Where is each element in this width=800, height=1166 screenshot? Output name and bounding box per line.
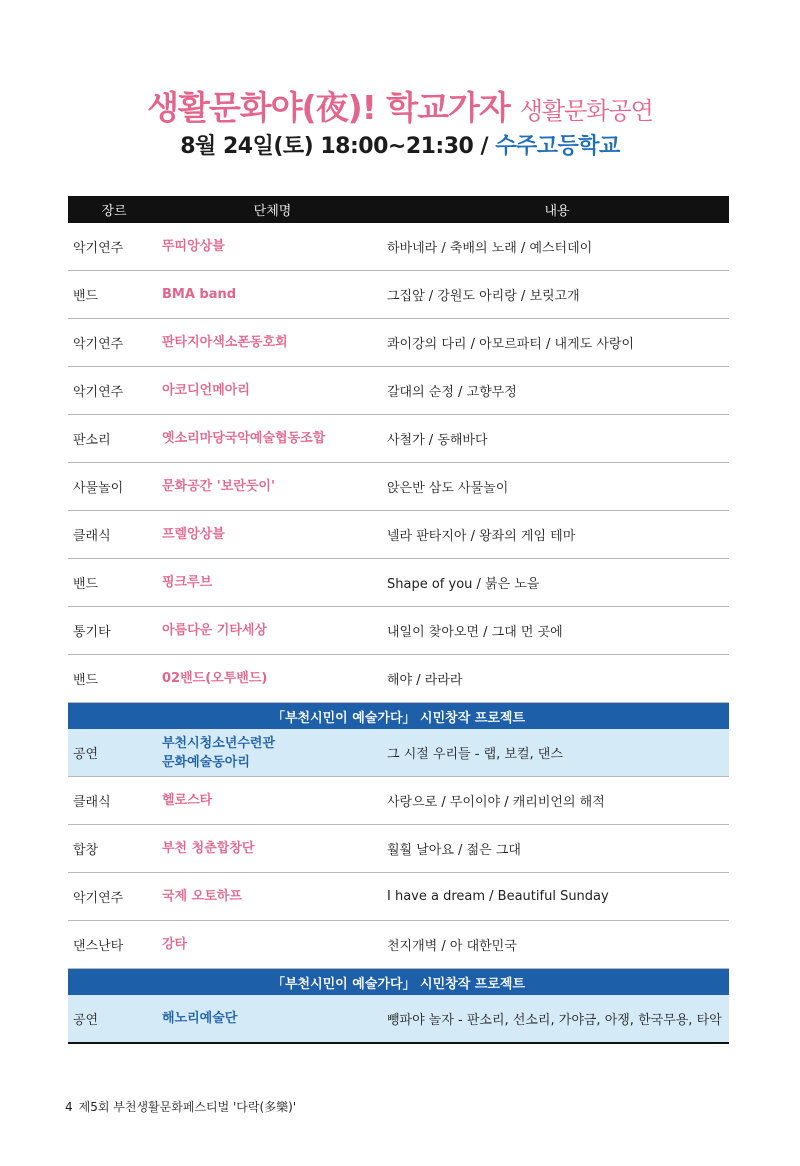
event-venue: 수주고등학교 — [495, 134, 620, 159]
table-row — [68, 367, 729, 415]
table-row — [68, 995, 729, 1043]
content-cell: 그 시절 우리들 - 랩, 보컬, 댄스 — [385, 729, 729, 777]
genre-cell: 합창 — [68, 825, 160, 873]
table-row — [68, 825, 729, 873]
team-cell — [160, 729, 385, 777]
table-row — [68, 873, 729, 921]
column-header-content: 내용 — [385, 196, 729, 223]
team-cell: 강타 — [160, 921, 385, 969]
genre-cell: 클래식 — [68, 511, 160, 559]
team-cell: 02밴드(오투밴드) — [160, 655, 385, 703]
genre-cell: 악기연주 — [68, 319, 160, 367]
citizen-project-banner — [68, 969, 729, 996]
team-cell: 판타지아색소폰동호회 — [160, 319, 385, 367]
genre-cell: 밴드 — [68, 271, 160, 319]
table-row — [68, 655, 729, 703]
event-date-line — [0, 129, 800, 160]
footer-text: 제5회 부천생활문화페스티벌 '다락(多樂)' — [78, 1100, 297, 1114]
genre-cell: 악기연주 — [68, 223, 160, 271]
table-row — [68, 777, 729, 825]
column-header-team: 단체명 — [160, 196, 385, 223]
content-cell: 그집앞 / 강원도 아리랑 / 보릿고개 — [385, 271, 729, 319]
table-row — [68, 319, 729, 367]
content-cell: 사철가 / 동해바다 — [385, 415, 729, 463]
team-line: 문화예술동아리 — [162, 754, 250, 770]
genre-cell: 악기연주 — [68, 873, 160, 921]
genre-cell: 공연 — [68, 729, 160, 777]
content-cell: 앉은반 삼도 사물놀이 — [385, 463, 729, 511]
genre-cell: 통기타 — [68, 607, 160, 655]
content-cell: 하바네라 / 축배의 노래 / 예스터데이 — [385, 223, 729, 271]
content-cell: 갈대의 순정 / 고향무정 — [385, 367, 729, 415]
content-cell: 넬라 판타지아 / 왕좌의 게임 테마 — [385, 511, 729, 559]
table-row — [68, 463, 729, 511]
column-header-genre: 장르 — [68, 196, 160, 223]
genre-cell: 클래식 — [68, 777, 160, 825]
content-cell: 뺑파야 놀자 - 판소리, 선소리, 가야금, 아쟁, 한국무용, 타악 — [385, 995, 729, 1043]
content-cell: 사랑으로 / 무이이야 / 캐리비언의 해적 — [385, 777, 729, 825]
table-row — [68, 271, 729, 319]
team-cell: BMA band — [160, 271, 385, 319]
page-number: 4 — [65, 1100, 73, 1114]
content-cell: 천지개벽 / 아 대한민국 — [385, 921, 729, 969]
team-cell: 프렐앙상블 — [160, 511, 385, 559]
table-row — [68, 729, 729, 777]
team-cell: 핑크루브 — [160, 559, 385, 607]
content-cell: 콰이강의 다리 / 아모르파티 / 내게도 사랑이 — [385, 319, 729, 367]
genre-cell: 판소리 — [68, 415, 160, 463]
citizen-project-banner — [68, 703, 729, 730]
content-cell: 내일이 찾아오면 / 그대 먼 곳에 — [385, 607, 729, 655]
team-cell: 뚜띠앙상블 — [160, 223, 385, 271]
table-header-row — [68, 196, 729, 223]
content-cell: 훨훨 날아요 / 젊은 그대 — [385, 825, 729, 873]
banner-text: 「부천시민이 예술가다」 시민창작 프로젝트 — [68, 969, 729, 996]
banner-text: 「부천시민이 예술가다」 시민창작 프로젝트 — [68, 703, 729, 730]
event-date: 8월 24일(토) 18:00~21:30 / — [180, 134, 489, 159]
content-cell: 해야 / 라라라 — [385, 655, 729, 703]
team-cell: 문화공간 '보란듯이' — [160, 463, 385, 511]
genre-cell: 사물놀이 — [68, 463, 160, 511]
genre-cell: 공연 — [68, 995, 160, 1043]
table-row — [68, 511, 729, 559]
team-cell: 아코디언메아리 — [160, 367, 385, 415]
page-title — [0, 82, 800, 129]
genre-cell: 밴드 — [68, 559, 160, 607]
genre-cell: 악기연주 — [68, 367, 160, 415]
team-cell: 옛소리마당국악예술협동조합 — [160, 415, 385, 463]
table-row — [68, 559, 729, 607]
program-table — [68, 196, 729, 1044]
genre-cell: 댄스난타 — [68, 921, 160, 969]
team-cell: 국제 오토하프 — [160, 873, 385, 921]
content-cell: Shape of you / 붉은 노을 — [385, 559, 729, 607]
table-row — [68, 921, 729, 969]
table-row — [68, 223, 729, 271]
content-cell: I have a dream / Beautiful Sunday — [385, 873, 729, 921]
table-row — [68, 607, 729, 655]
page-footer — [65, 1098, 296, 1115]
title-main: 생활문화야(夜)! 학교가자 — [147, 88, 510, 127]
genre-cell: 밴드 — [68, 655, 160, 703]
team-line: 부천시청소년수련관 — [162, 735, 276, 751]
team-cell: 해노리예술단 — [160, 995, 385, 1043]
team-cell: 부천 청춘합창단 — [160, 825, 385, 873]
title-subtitle: 생활문화공연 — [519, 97, 653, 125]
team-cell: 아름다운 기타세상 — [160, 607, 385, 655]
team-cell: 헬로스타 — [160, 777, 385, 825]
table-row — [68, 415, 729, 463]
